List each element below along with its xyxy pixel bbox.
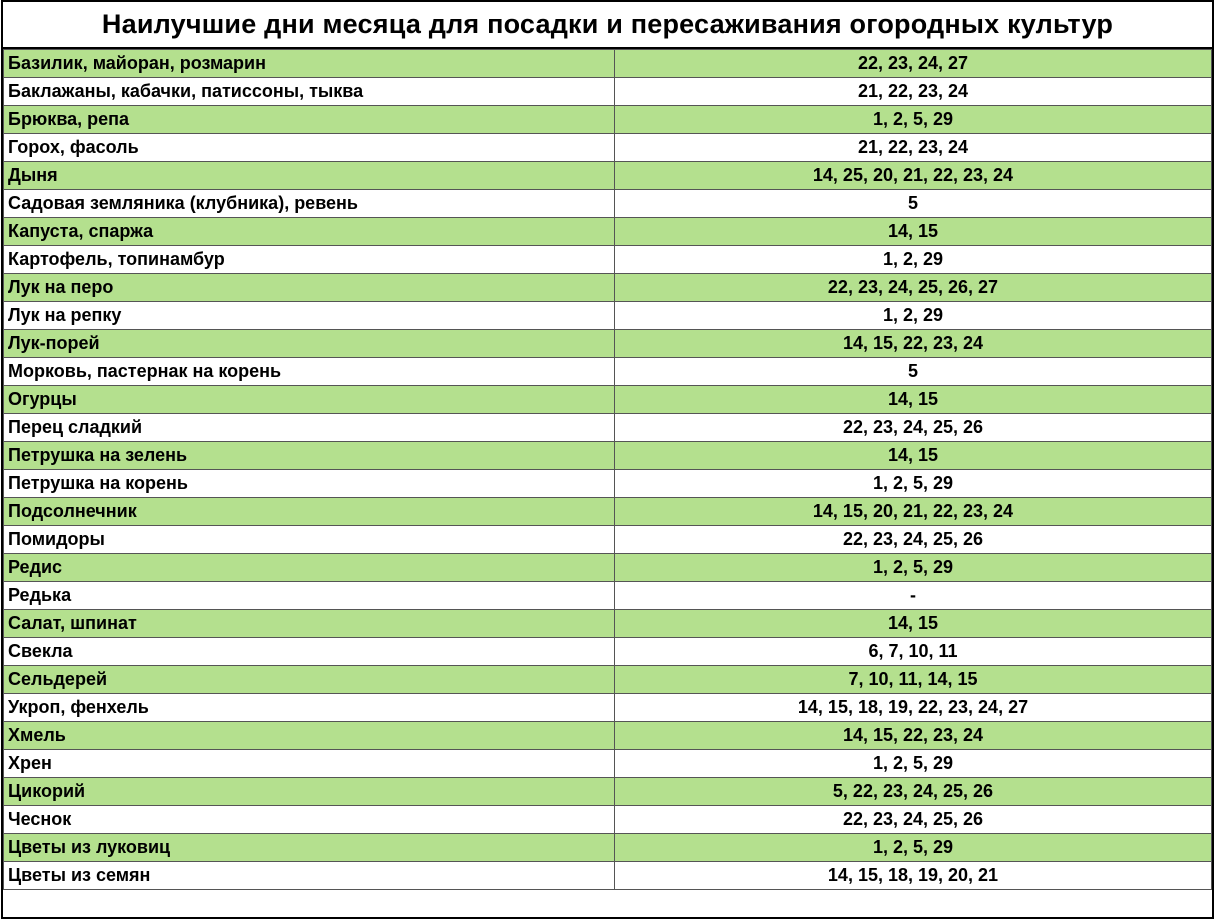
crop-name-cell: Петрушка на зелень [4,442,615,470]
table-row [4,162,1212,190]
table-row [4,526,1212,554]
best-days-cell: 14, 15, 22, 23, 24 [615,722,1212,750]
crop-name-cell: Помидоры [4,526,615,554]
best-days-cell: 1, 2, 5, 29 [615,470,1212,498]
best-days-cell: 14, 25, 20, 21, 22, 23, 24 [615,162,1212,190]
best-days-cell: 5, 22, 23, 24, 25, 26 [615,778,1212,806]
crop-name-cell: Перец сладкий [4,414,615,442]
table-row [4,78,1212,106]
crop-name-cell: Баклажаны, кабачки, патиссоны, тыква [4,78,615,106]
table-row [4,638,1212,666]
best-days-cell: 22, 23, 24, 25, 26, 27 [615,274,1212,302]
best-days-cell: 14, 15, 20, 21, 22, 23, 24 [615,498,1212,526]
crop-name-cell: Редька [4,582,615,610]
best-days-cell: 14, 15 [615,386,1212,414]
table-row [4,582,1212,610]
best-days-cell: 21, 22, 23, 24 [615,134,1212,162]
crop-name-cell: Хмель [4,722,615,750]
crop-name-cell: Свекла [4,638,615,666]
best-days-cell: 22, 23, 24, 25, 26 [615,414,1212,442]
table-row [4,666,1212,694]
best-days-cell: 1, 2, 29 [615,246,1212,274]
best-days-cell: 21, 22, 23, 24 [615,78,1212,106]
crop-name-cell: Цветы из семян [4,862,615,890]
table-row [4,610,1212,638]
best-days-cell: 14, 15, 18, 19, 22, 23, 24, 27 [615,694,1212,722]
crop-name-cell: Картофель, топинамбур [4,246,615,274]
crop-name-cell: Лук на перо [4,274,615,302]
table-row [4,190,1212,218]
best-days-cell: 1, 2, 5, 29 [615,750,1212,778]
crop-name-cell: Брюква, репа [4,106,615,134]
table-row [4,694,1212,722]
best-days-cell: 14, 15 [615,218,1212,246]
table-row [4,554,1212,582]
table-row [4,358,1212,386]
crop-name-cell: Лук на репку [4,302,615,330]
table-body [4,50,1212,890]
best-days-cell: 22, 23, 24, 25, 26 [615,806,1212,834]
best-days-cell: - [615,582,1212,610]
crop-name-cell: Базилик, майоран, розмарин [4,50,615,78]
table-row [4,834,1212,862]
best-days-cell: 1, 2, 5, 29 [615,554,1212,582]
best-days-cell: 5 [615,190,1212,218]
table-row [4,498,1212,526]
table-row [4,246,1212,274]
best-days-cell: 6, 7, 10, 11 [615,638,1212,666]
crop-name-cell: Цикорий [4,778,615,806]
best-days-cell: 14, 15, 18, 19, 20, 21 [615,862,1212,890]
table-title: Наилучшие дни месяца для посадки и пересаживания огородных культур [3,2,1212,49]
crop-name-cell: Горох, фасоль [4,134,615,162]
best-days-cell: 5 [615,358,1212,386]
table-row [4,750,1212,778]
table-row [4,330,1212,358]
best-days-cell: 14, 15 [615,442,1212,470]
table-row [4,106,1212,134]
best-days-cell: 1, 2, 29 [615,302,1212,330]
table-row [4,442,1212,470]
planting-days-table [3,49,1212,890]
crop-name-cell: Редис [4,554,615,582]
crop-name-cell: Цветы из луковиц [4,834,615,862]
best-days-cell: 1, 2, 5, 29 [615,106,1212,134]
crop-name-cell: Капуста, спаржа [4,218,615,246]
crop-name-cell: Дыня [4,162,615,190]
table-row [4,386,1212,414]
crop-name-cell: Сельдерей [4,666,615,694]
best-days-cell: 1, 2, 5, 29 [615,834,1212,862]
table-row [4,134,1212,162]
table-row [4,218,1212,246]
best-days-cell: 14, 15 [615,610,1212,638]
table-row [4,722,1212,750]
crop-name-cell: Подсолнечник [4,498,615,526]
table-row [4,50,1212,78]
crop-name-cell: Укроп, фенхель [4,694,615,722]
table-row [4,778,1212,806]
table-row [4,414,1212,442]
best-days-cell: 7, 10, 11, 14, 15 [615,666,1212,694]
best-days-cell: 14, 15, 22, 23, 24 [615,330,1212,358]
table-row [4,302,1212,330]
best-days-cell: 22, 23, 24, 27 [615,50,1212,78]
table-row [4,806,1212,834]
crop-name-cell: Садовая земляника (клубника), ревень [4,190,615,218]
table-row [4,274,1212,302]
table-row [4,470,1212,498]
crop-name-cell: Салат, шпинат [4,610,615,638]
crop-name-cell: Петрушка на корень [4,470,615,498]
crop-name-cell: Огурцы [4,386,615,414]
crop-name-cell: Морковь, пастернак на корень [4,358,615,386]
planting-calendar-sheet [1,0,1214,919]
crop-name-cell: Хрен [4,750,615,778]
table-row [4,862,1212,890]
crop-name-cell: Лук-порей [4,330,615,358]
crop-name-cell: Чеснок [4,806,615,834]
best-days-cell: 22, 23, 24, 25, 26 [615,526,1212,554]
